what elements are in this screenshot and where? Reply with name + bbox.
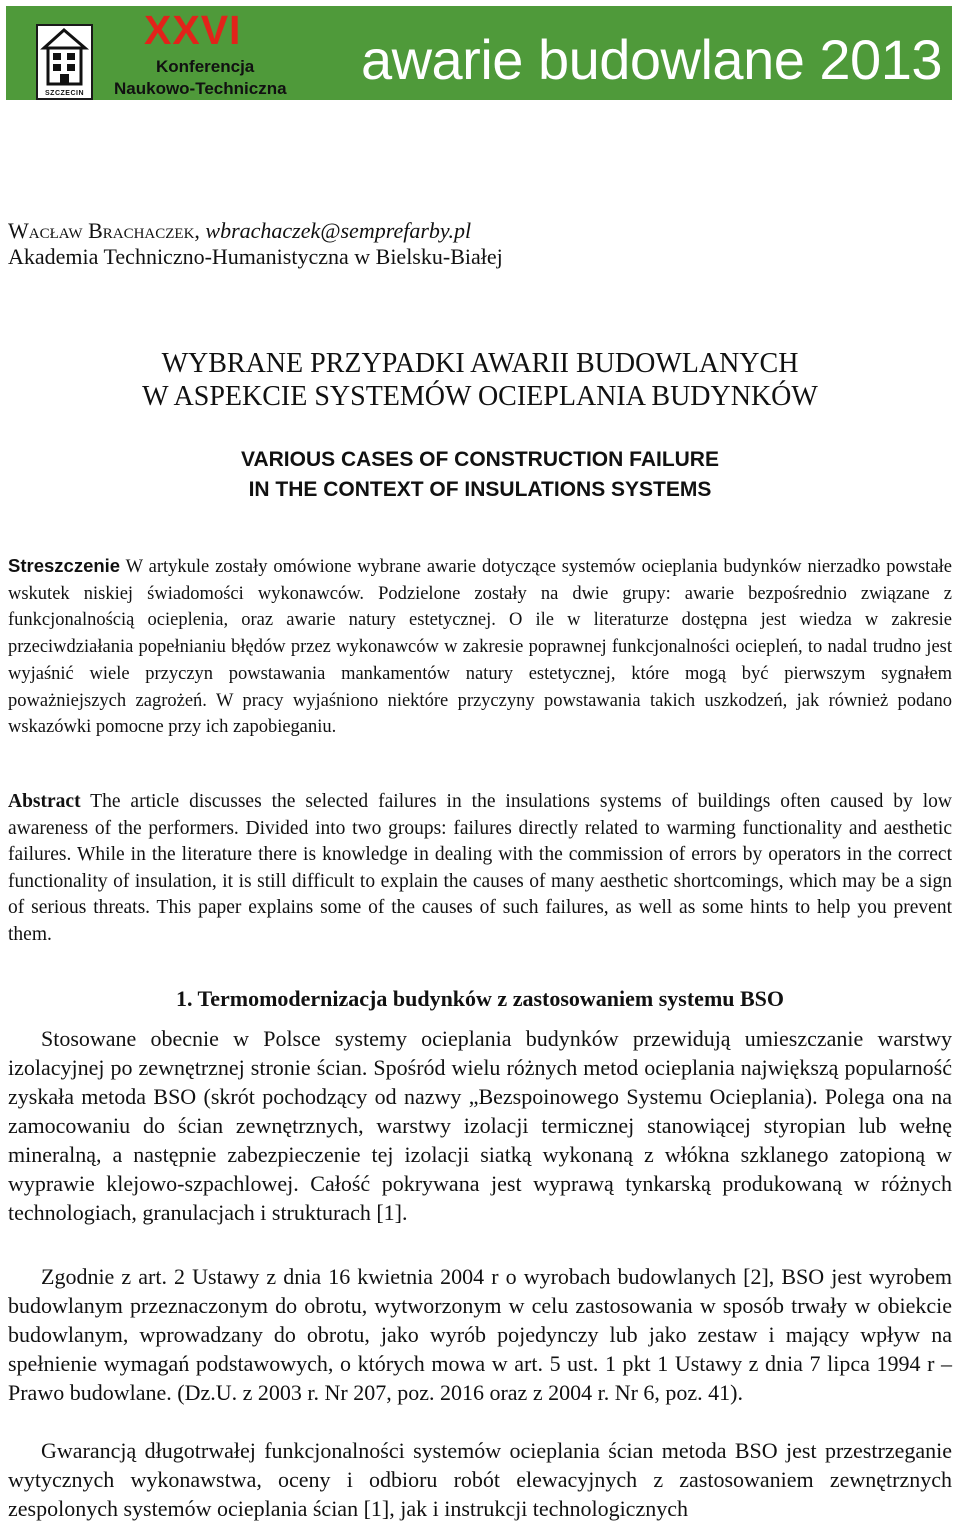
- body-paragraph-1: Stosowane obecnie w Polsce systemy ocieplania budynków przewidują umieszczanie warstwy izolacyjnej po zewnętrznej stronie ścian. Spośród wielu różnych metod ocieplania największą popularność zyskała metoda BSO (skrót pochodzący od nazwy „Bezspoinowego Systemu Ocieplania). Polega ona na zamocowaniu do ścian zewnętrznych, warstwy izolacji termicznej stanowiącej styropian lub wełnę mineralną, a następnie zabezpieczenie tej izolacji siatką wykonaną z włókna szklanego zatopioną w wyprawie klejowo-szpachlowej. Całość pokrywana jest wyprawą tynkarską produkowaną w różnych technologiach, granulacjach i strukturach [1].: [8, 1026, 952, 1225]
- body-paragraph-3: Gwarancją długotrwałej funkcjonalności systemów ocieplania ścian metoda BSO jest przestrzeganie wytycznych wykonawstwa, oceny i odbioru robót elewacyjnych z zastosowaniem zewnętrznych zespolonych systemów ocieplania ścian [1], jak i instrukcji technologicznych: [8, 1438, 952, 1521]
- abstract-pl-text: W artykule zostały omówione wybrane awarie dotyczące systemów ocieplania budynków nierzadko powstałe wskutek niskiej świadomości wykonawców. Podzielone zostały na dwie grupy: awarie bezpośrednio związane z funkcjonalnością ocieplenia, oraz awarie natury estetycznej. O ile w literaturze dostępna jest wiedza w zakresie przeciwdziałania popełnianiu błędów przez wykonawców w zakresie poprawnej funkcjonalności ociepleń, to nadal trudno jest wyjaśnić wiele przyczyn powstawania mankamentów natury estetycznej, które mogą być pierwszym sygnałem poważniejszych zagrożeń. W pracy wyjaśniono niektóre przyczyny powstawania takich uszkodzeń, jak również podano wskazówki pomocne przy ich zapobieganiu.: [8, 557, 953, 738]
- paper-title-en-line1: VARIOUS CASES OF CONSTRUCTION FAILURE: [241, 448, 719, 471]
- author-last-name: Brachaczek: [88, 218, 195, 243]
- body-paragraph-2: Zgodnie z art. 2 Ustawy z dnia 16 kwietnia 2004 r o wyrobach budowlanych [2], BSO jest wyrobem budowlanym przeznaczonym do obrotu, wytworzonym w celu zastosowania w sposób trwały w obiekcie budowlanym, wprowadzany do obrotu, jako wyrób pojedynczy lub jako zestaw i mający wpływ na spełnienie wymagań podstawowych, o których mowa w art. 5 ust. 1 pkt 1 Ustawy z dnia 7 lipca 1994 r – Prawo budowlane. (Dz.U. z 2003 r. Nr 207, poz. 2016 oraz z 2004 r. Nr 6, poz. 41).: [8, 1264, 952, 1405]
- paper-title-pl: [0, 348, 960, 414]
- author-separator: ,: [194, 218, 206, 243]
- paper-title-en: [0, 445, 960, 505]
- paper-title-en-line2: IN THE CONTEXT OF INSULATIONS SYSTEMS: [248, 477, 712, 501]
- author-first-name: Wacław: [8, 218, 83, 243]
- building-icon: [38, 26, 91, 88]
- abstract-en-text: The article discusses the selected failures in the insulations systems of buildings often caused by low awareness of the performers. Divided into two groups: failures directly related to warming functionality and aesthetic failures. While in the literature there is knowledge in dealing with the commission of errors by operators in the correct functionality of insulation, it is still difficult to explain the causes of many aesthetic shortcomings, which may be a sign of serious threats. This paper explains some of the causes of such failures, as well as some hints to help you prevent them.: [8, 791, 952, 945]
- author-affiliation: Akademia Techniczno-Humanistyczna w Bielsku-Białej: [8, 244, 503, 269]
- paper-title-pl-line1: WYBRANE PRZYPADKI AWARII BUDOWLANYCH: [161, 348, 799, 379]
- conference-number: XXVI: [144, 7, 242, 53]
- author-email[interactable]: wbrachaczek@semprefarby.pl: [205, 218, 472, 243]
- conference-subtitle: Naukowo-Techniczna: [114, 79, 287, 98]
- conference-logo: [36, 24, 93, 100]
- header-banner: [6, 6, 952, 100]
- abstract-en: [8, 789, 952, 948]
- author-line: [8, 218, 471, 244]
- section-heading: 1. Termomodernizacja budynków z zastosowaniem systemu BSO: [175, 986, 785, 1011]
- paper-title-pl-line2: W ASPEKCIE SYSTEMÓW OCIEPLANIA BUDYNKÓW: [142, 380, 818, 412]
- abstract-pl: [8, 553, 952, 741]
- logo-city-text: SZCZECIN: [45, 90, 84, 97]
- series-title: awarie budowlane 2013: [360, 28, 942, 91]
- conference-label: Konferencja: [156, 57, 255, 76]
- abstract-pl-label: Streszczenie: [8, 555, 121, 576]
- abstract-en-label: Abstract: [8, 791, 81, 812]
